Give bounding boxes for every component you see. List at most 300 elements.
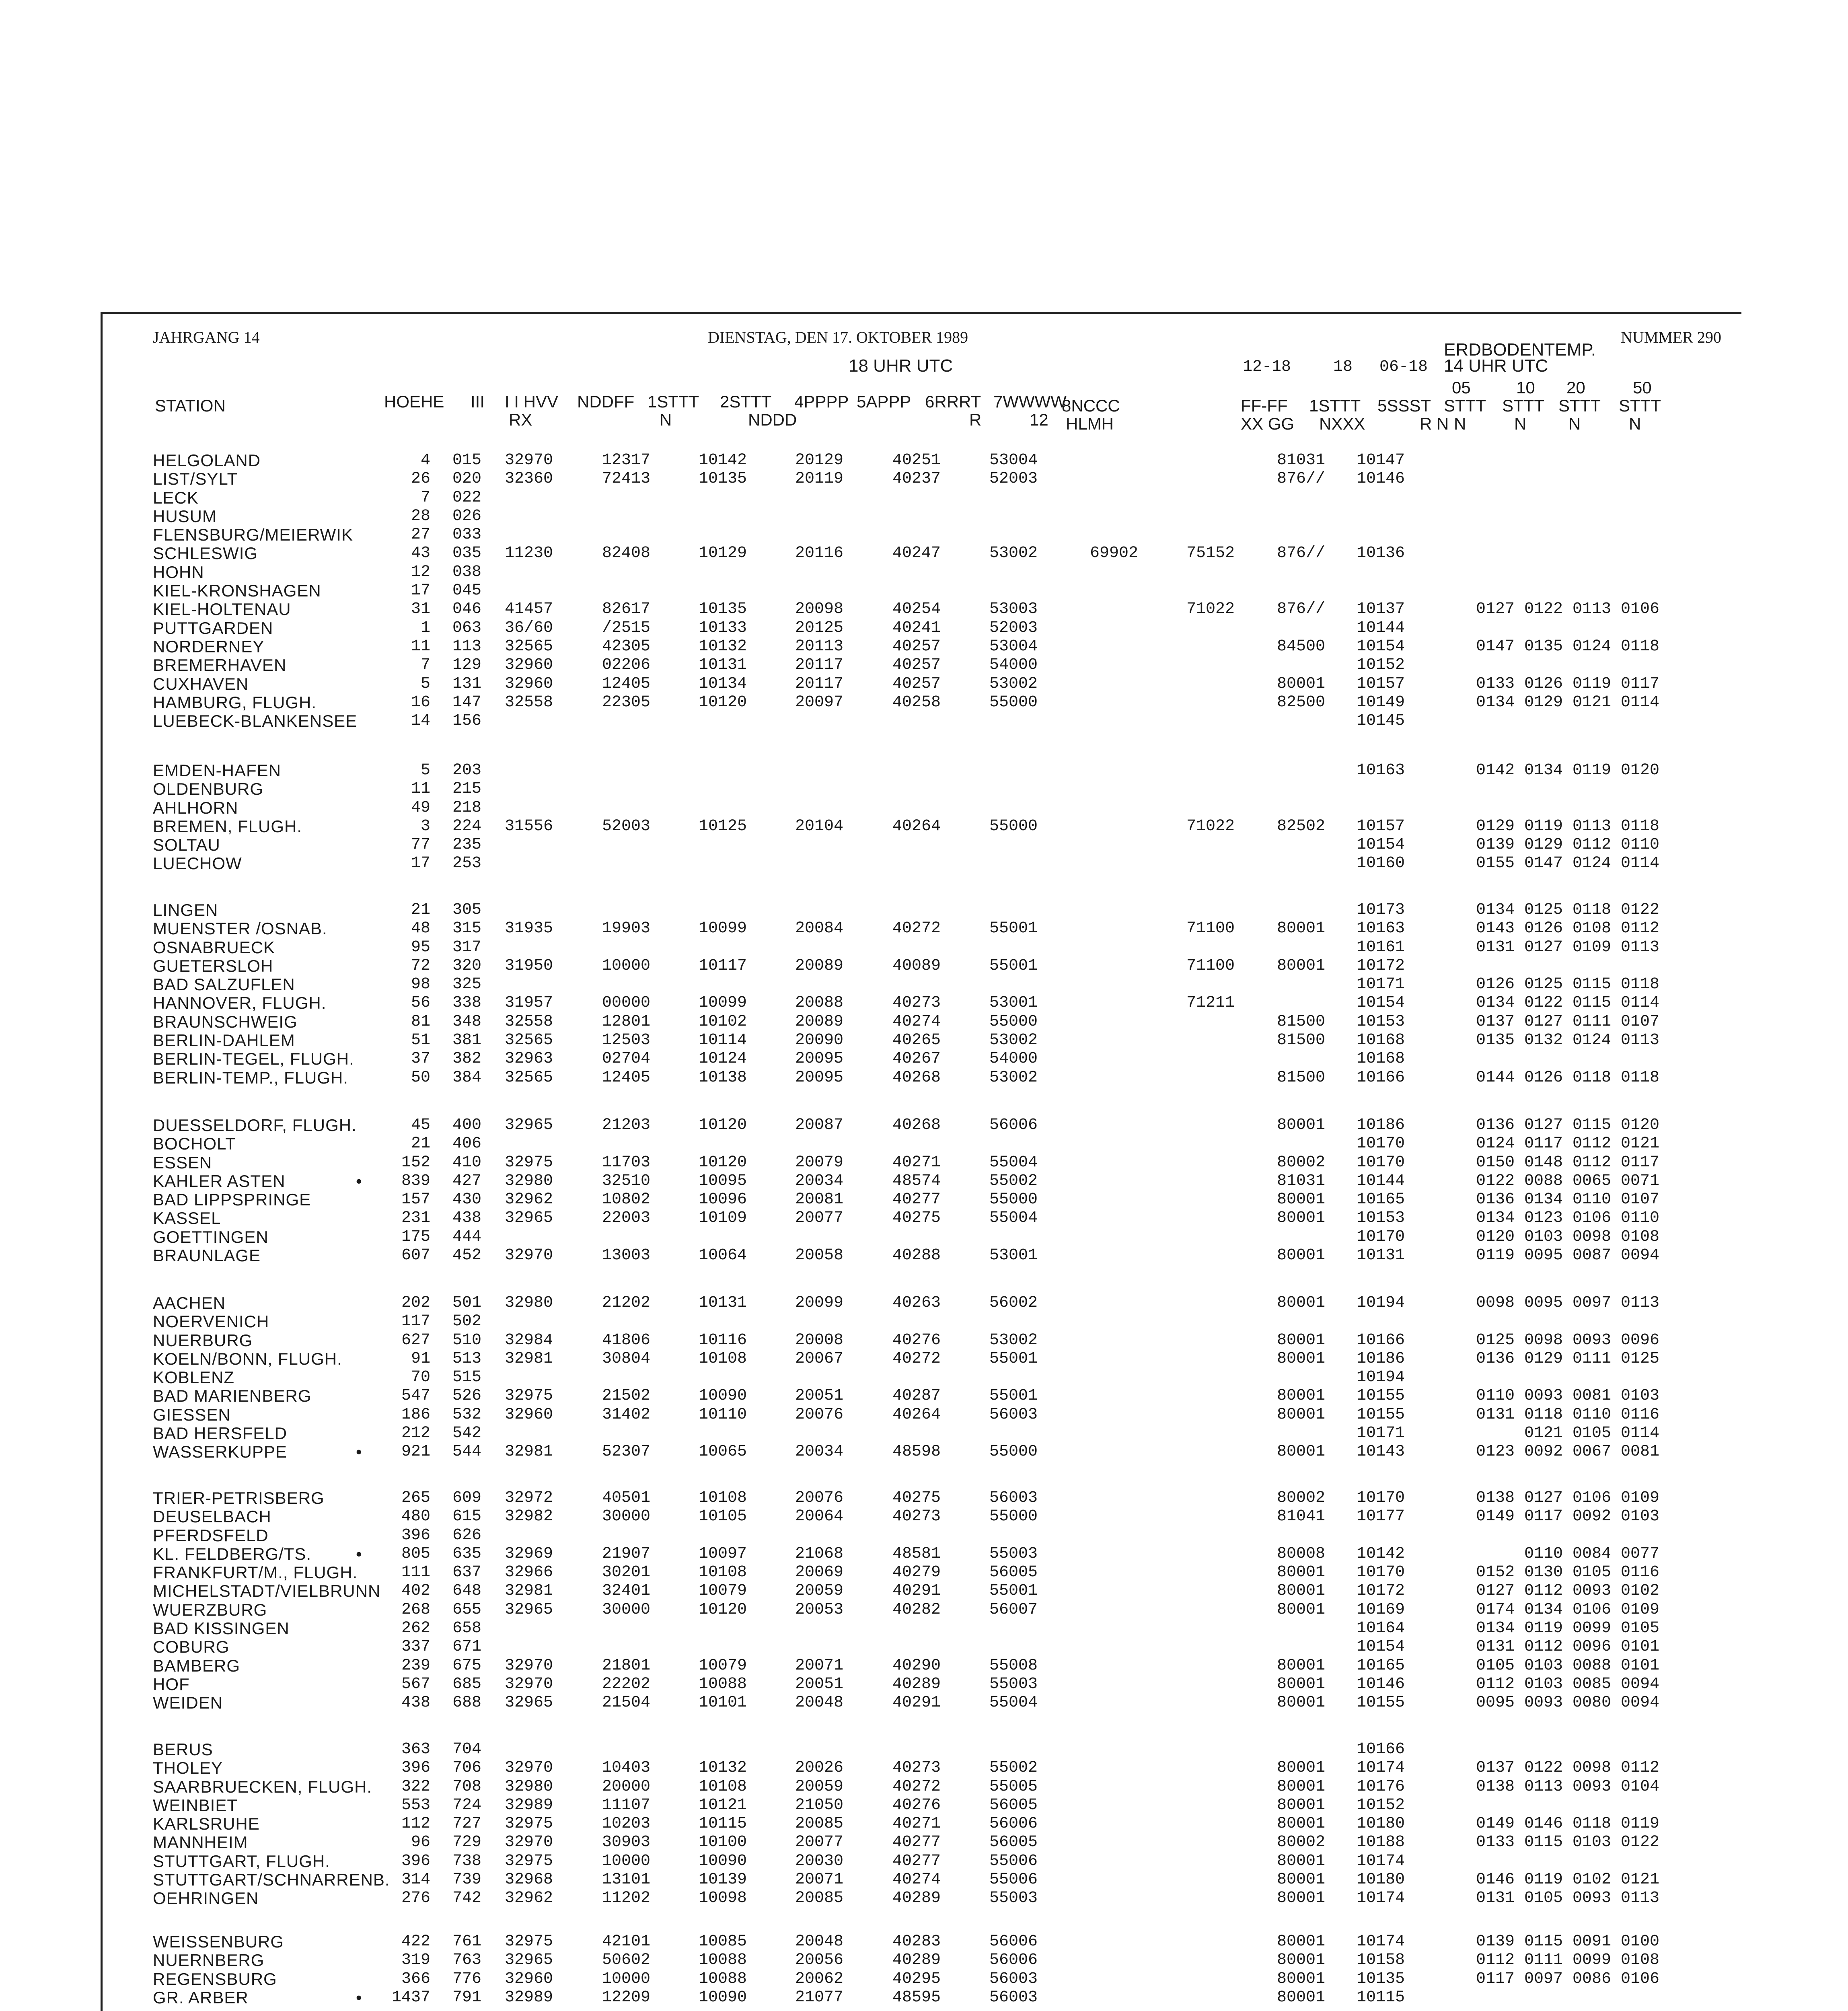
iihvv-value: 32965 bbox=[505, 1694, 553, 1712]
hoehe-value: 186 bbox=[401, 1405, 430, 1424]
hoehe-value: 17 bbox=[411, 854, 430, 873]
hoehe-value: 3 bbox=[420, 817, 430, 835]
iihvv-value: 31556 bbox=[505, 817, 553, 835]
soil-temp-05-value: 0112 bbox=[1476, 1675, 1515, 1693]
station-name: FLENSBURG/MEIERWIK bbox=[153, 525, 353, 545]
soil-temp-20-value: 0081 bbox=[1573, 1387, 1612, 1405]
station-name: FRANKFURT/M., FLUGH. bbox=[153, 1563, 358, 1582]
soil-temp-10-value: 0121 bbox=[1524, 1424, 1563, 1443]
pppp-value: 40271 bbox=[892, 1815, 941, 1833]
station-name: GR. ARBER bbox=[153, 1988, 249, 2007]
pppp-value: 40263 bbox=[892, 1294, 941, 1312]
hoehe-value: 152 bbox=[401, 1153, 430, 1172]
col-depth-20: 20 bbox=[1566, 378, 1585, 397]
appp-value: 55002 bbox=[989, 1759, 1038, 1777]
sttt2-value: 20076 bbox=[795, 1405, 844, 1424]
pppp-value: 40272 bbox=[892, 1349, 941, 1368]
nccc-value: 80001 bbox=[1277, 1331, 1326, 1349]
soil-temp-50-value: 0108 bbox=[1621, 1951, 1660, 1970]
col-sttt-10: STTT bbox=[1502, 396, 1544, 415]
sttt1-value: 10132 bbox=[699, 1759, 747, 1777]
soil-temp-05-value: 0134 bbox=[1476, 994, 1515, 1012]
nccc-value: 81031 bbox=[1277, 1172, 1326, 1190]
iihvv-value: 32970 bbox=[505, 1675, 553, 1693]
hoehe-value: 27 bbox=[411, 526, 430, 544]
nccc-value: 80001 bbox=[1277, 1889, 1326, 1908]
nddff-value: 10802 bbox=[602, 1191, 651, 1209]
nddff-value: 12503 bbox=[602, 1031, 651, 1050]
sttt-max-value: 10166 bbox=[1357, 1740, 1405, 1758]
soil-temp-10-value: 0093 bbox=[1524, 1694, 1563, 1712]
iihvv-value: 32968 bbox=[505, 1871, 553, 1889]
sttt-max-value: 10144 bbox=[1357, 1172, 1405, 1190]
nccc-value: 81041 bbox=[1277, 1507, 1326, 1526]
soil-temp-20-value: 0085 bbox=[1573, 1675, 1612, 1693]
col-1sttt-max: 1STTT bbox=[1309, 396, 1361, 415]
station-id: 026 bbox=[452, 507, 482, 525]
station-name: OLDENBURG bbox=[153, 779, 264, 799]
iihvv-value: 32975 bbox=[505, 1153, 553, 1172]
soil-temp-05-value: 0136 bbox=[1476, 1116, 1515, 1134]
hoehe-value: 276 bbox=[401, 1889, 430, 1908]
soil-temp-20-value: 0065 bbox=[1573, 1172, 1612, 1190]
soil-temp-20-value: 0099 bbox=[1573, 1619, 1612, 1638]
soil-temp-10-value: 0117 bbox=[1524, 1507, 1563, 1526]
station-id: 685 bbox=[452, 1675, 482, 1693]
col-iihvv: I I HVV bbox=[505, 392, 559, 411]
soil-temp-20-value: 0093 bbox=[1573, 1889, 1612, 1908]
soil-temp-20-value: 0067 bbox=[1573, 1443, 1612, 1461]
iihvv-value: 32989 bbox=[505, 1796, 553, 1814]
station-name: WUERZBURG bbox=[153, 1600, 267, 1619]
sttt1-value: 10133 bbox=[699, 619, 747, 637]
station-id: 729 bbox=[452, 1833, 482, 1852]
soil-temp-20-value: 0103 bbox=[1573, 1833, 1612, 1852]
soil-temp-10-value: 0129 bbox=[1524, 693, 1563, 711]
soil-temp-20-value: 0097 bbox=[1573, 1294, 1612, 1312]
station-id: 776 bbox=[452, 1970, 482, 1988]
station-id: 410 bbox=[452, 1153, 482, 1172]
soil-temp-10-value: 0134 bbox=[1524, 1600, 1563, 1619]
station-id: 400 bbox=[452, 1116, 482, 1134]
soil-temp-10-value: 0112 bbox=[1524, 1638, 1563, 1656]
soil-temp-20-value: 0093 bbox=[1573, 1331, 1612, 1349]
hoehe-value: 91 bbox=[411, 1349, 430, 1368]
hoehe-value: 480 bbox=[401, 1507, 430, 1526]
sttt2-value: 20099 bbox=[795, 1294, 844, 1312]
pppp-value: 40264 bbox=[892, 1405, 941, 1424]
sttt-max-value: 10177 bbox=[1357, 1507, 1405, 1526]
sttt1-value: 10120 bbox=[699, 1153, 747, 1172]
nccc-value: 80001 bbox=[1277, 1294, 1326, 1312]
pppp-value: 48598 bbox=[892, 1443, 941, 1461]
soil-temp-10-value: 0130 bbox=[1524, 1563, 1563, 1582]
sttt1-value: 10125 bbox=[699, 817, 747, 835]
soil-temp-50-value: 0118 bbox=[1621, 975, 1660, 994]
nccc-value: 80001 bbox=[1277, 674, 1326, 693]
sttt2-value: 20026 bbox=[795, 1759, 844, 1777]
pppp-value: 40289 bbox=[892, 1889, 941, 1908]
pppp-value: 48574 bbox=[892, 1172, 941, 1190]
hoehe-value: 319 bbox=[401, 1951, 430, 1970]
soil-temp-50-value: 0114 bbox=[1621, 693, 1660, 711]
iihvv-value: 32969 bbox=[505, 1544, 553, 1563]
soil-temp-10-value: 0097 bbox=[1524, 1970, 1563, 1988]
soil-temp-20-value: 0092 bbox=[1573, 1507, 1612, 1526]
pppp-value: 40268 bbox=[892, 1068, 941, 1087]
pppp-value: 40274 bbox=[892, 1871, 941, 1889]
station-name: HOF bbox=[153, 1674, 190, 1694]
station-name: LUECHOW bbox=[153, 854, 242, 873]
iihvv-value: 11230 bbox=[505, 544, 553, 563]
soil-temp-20-value: 0119 bbox=[1573, 674, 1612, 693]
pppp-value: 40274 bbox=[892, 1012, 941, 1031]
station-name: WEISSENBURG bbox=[153, 1932, 284, 1951]
sttt1-value: 10131 bbox=[699, 1294, 747, 1312]
station-name: HOHN bbox=[153, 562, 204, 582]
col-station: STATION bbox=[155, 396, 226, 415]
iihvv-value: 32970 bbox=[505, 1759, 553, 1777]
soil-temp-05-value: 0123 bbox=[1476, 1443, 1515, 1461]
station-name: HANNOVER, FLUGH. bbox=[153, 993, 327, 1013]
nccc-value: 876// bbox=[1277, 470, 1326, 488]
station-name: GOETTINGEN bbox=[153, 1227, 269, 1246]
hoehe-value: 112 bbox=[401, 1815, 430, 1833]
sttt1-value: 10090 bbox=[699, 1387, 747, 1405]
nccc-value: 82500 bbox=[1277, 693, 1326, 711]
station-name: BREMERHAVEN bbox=[153, 656, 287, 675]
soil-temp-20-value: 0111 bbox=[1573, 1349, 1612, 1368]
col-2sttt-sub: NDDD bbox=[748, 410, 797, 429]
sttt1-value: 10109 bbox=[699, 1209, 747, 1228]
soil-temp-10-value: 0088 bbox=[1524, 1172, 1563, 1190]
nddff-value: 32401 bbox=[602, 1582, 651, 1600]
col-1sttt-max-sub: NXXX bbox=[1319, 414, 1365, 433]
station-id: 438 bbox=[452, 1209, 482, 1228]
nccc-value: 81500 bbox=[1277, 1031, 1326, 1050]
soil-temp-10-value: 0092 bbox=[1524, 1443, 1563, 1461]
station-name: LINGEN bbox=[153, 901, 218, 919]
soil-temp-10-value: 0127 bbox=[1524, 1116, 1563, 1134]
soil-temp-20-value: 0105 bbox=[1573, 1563, 1612, 1582]
pppp-value: 40287 bbox=[892, 1387, 941, 1405]
iihvv-value: 32970 bbox=[505, 1656, 553, 1675]
soil-temp-50-value: 0109 bbox=[1621, 1489, 1660, 1507]
appp-value: 54000 bbox=[989, 656, 1038, 674]
pppp-value: 40089 bbox=[892, 956, 941, 975]
nccc-value: 80001 bbox=[1277, 1116, 1326, 1134]
sttt-max-value: 10172 bbox=[1357, 956, 1405, 975]
station-id: 224 bbox=[452, 817, 482, 835]
pppp-value: 40279 bbox=[892, 1563, 941, 1582]
appp-value: 56003 bbox=[989, 1970, 1038, 1988]
nddff-value: 13101 bbox=[602, 1871, 651, 1889]
soil-temp-05-value: 0150 bbox=[1476, 1153, 1515, 1172]
soil-temp-10-value: 0134 bbox=[1524, 1191, 1563, 1209]
nccc-value: 80001 bbox=[1277, 1582, 1326, 1600]
station-id: 131 bbox=[452, 674, 482, 693]
soil-temp-50-value: 0121 bbox=[1621, 1135, 1660, 1153]
station-name: NOERVENICH bbox=[153, 1312, 269, 1331]
station-id: 671 bbox=[452, 1638, 482, 1656]
appp-value: 56003 bbox=[989, 1489, 1038, 1507]
appp-value: 55002 bbox=[989, 1172, 1038, 1190]
station-id: 763 bbox=[452, 1951, 482, 1970]
sttt-max-value: 10115 bbox=[1357, 1988, 1405, 2007]
iihvv-value: 32565 bbox=[505, 1068, 553, 1087]
pppp-value: 40273 bbox=[892, 1507, 941, 1526]
station-id: 015 bbox=[452, 451, 482, 469]
nddff-value: 21907 bbox=[602, 1544, 651, 1563]
sttt1-value: 10108 bbox=[699, 1777, 747, 1796]
hoehe-value: 98 bbox=[411, 975, 430, 994]
appp-value: 56006 bbox=[989, 1951, 1038, 1970]
nccc-value: 80001 bbox=[1277, 1246, 1326, 1265]
sttt2-value: 20053 bbox=[795, 1600, 844, 1619]
nccc-value: 81500 bbox=[1277, 1012, 1326, 1031]
station-name: WEIDEN bbox=[153, 1693, 223, 1713]
sttt2-value: 20076 bbox=[795, 1489, 844, 1507]
nddff-value: 11107 bbox=[602, 1796, 651, 1814]
station-name: BAD HERSFELD bbox=[153, 1424, 288, 1443]
appp-value: 55000 bbox=[989, 1507, 1038, 1526]
iihvv-value: 32565 bbox=[505, 637, 553, 656]
sttt1-value: 10108 bbox=[699, 1349, 747, 1368]
col-depth-10: 10 bbox=[1516, 378, 1535, 397]
soil-temp-10-value: 0127 bbox=[1524, 1012, 1563, 1031]
pppp-value: 40241 bbox=[892, 619, 941, 637]
soil-temp-20-value: 0110 bbox=[1573, 1405, 1612, 1424]
soil-temp-05-value: 0095 bbox=[1476, 1694, 1515, 1712]
pppp-value: 48581 bbox=[892, 1544, 941, 1563]
nccc-value: 80001 bbox=[1277, 1951, 1326, 1970]
col-5appp: 5APPP bbox=[857, 392, 911, 411]
appp-value: 55001 bbox=[989, 956, 1038, 975]
pppp-value: 40273 bbox=[892, 1759, 941, 1777]
station-id: 648 bbox=[452, 1582, 482, 1600]
iihvv-value: 32965 bbox=[505, 1951, 553, 1970]
sttt1-value: 10079 bbox=[699, 1582, 747, 1600]
nddff-value: 21202 bbox=[602, 1294, 651, 1312]
soil-temp-50-value: 0113 bbox=[1621, 1889, 1660, 1908]
nccc-value: 80002 bbox=[1277, 1833, 1326, 1852]
soil-temp-50-value: 0122 bbox=[1621, 1833, 1660, 1852]
station-name: KARLSRUHE bbox=[153, 1814, 260, 1834]
hoehe-value: 81 bbox=[411, 1012, 430, 1031]
nccc-value: 80001 bbox=[1277, 1871, 1326, 1889]
nccc-value: 80001 bbox=[1277, 1656, 1326, 1675]
station-id: 739 bbox=[452, 1871, 482, 1889]
soil-temp-50-value: 0114 bbox=[1621, 854, 1660, 873]
sttt1-value: 10100 bbox=[699, 1833, 747, 1852]
station-id: 430 bbox=[452, 1191, 482, 1209]
sttt-max-value: 10145 bbox=[1357, 712, 1405, 730]
soil-temp-50-value: 0118 bbox=[1621, 817, 1660, 835]
hoehe-value: 49 bbox=[411, 798, 430, 817]
soil-temp-20-value: 0105 bbox=[1573, 1424, 1612, 1443]
nddff-value: 21203 bbox=[602, 1116, 651, 1134]
pppp-value: 40289 bbox=[892, 1675, 941, 1693]
sttt-max-value: 10154 bbox=[1357, 1638, 1405, 1656]
sttt2-value: 20034 bbox=[795, 1443, 844, 1461]
hoehe-value: 212 bbox=[401, 1424, 430, 1443]
sttt1-value: 10120 bbox=[699, 693, 747, 711]
appp-value: 53001 bbox=[989, 994, 1038, 1012]
soil-temp-05-value: 0149 bbox=[1476, 1815, 1515, 1833]
soil-temp-50-value: 0071 bbox=[1621, 1172, 1660, 1190]
station-id: 502 bbox=[452, 1312, 482, 1331]
soil-temp-50-value: 0113 bbox=[1621, 938, 1660, 956]
station-id: 615 bbox=[452, 1507, 482, 1526]
station-id: 427 bbox=[452, 1172, 482, 1190]
sttt1-value: 10138 bbox=[699, 1068, 747, 1087]
appp-value: 55005 bbox=[989, 1777, 1038, 1796]
appp-value: 53003 bbox=[989, 600, 1038, 619]
soil-temp-05-value: 0131 bbox=[1476, 1889, 1515, 1908]
nddff-value: 50602 bbox=[602, 1951, 651, 1970]
col-5ssst: 5SSST bbox=[1377, 396, 1431, 415]
iihvv-value: 32975 bbox=[505, 1815, 553, 1833]
pppp-value: 40275 bbox=[892, 1209, 941, 1228]
range-12-18: 12-18 bbox=[1243, 358, 1291, 376]
soil-temp-20-value: 0121 bbox=[1573, 693, 1612, 711]
appp-value: 56006 bbox=[989, 1116, 1038, 1134]
hoehe-value: 202 bbox=[401, 1294, 430, 1312]
nccc-value: 82502 bbox=[1277, 817, 1326, 835]
col-7wwww: 7WWWW bbox=[993, 392, 1067, 411]
hoehe-value: 28 bbox=[411, 507, 430, 525]
col-rx: RX bbox=[509, 410, 532, 429]
wwww-value: 71022 bbox=[1186, 817, 1235, 835]
soil-temp-50-value: 0077 bbox=[1621, 1544, 1660, 1563]
appp-value: 52003 bbox=[989, 470, 1038, 488]
sttt-max-value: 10131 bbox=[1357, 1246, 1405, 1265]
nddff-value: 30000 bbox=[602, 1507, 651, 1526]
station-id: 526 bbox=[452, 1387, 482, 1405]
pppp-value: 40254 bbox=[892, 600, 941, 619]
sttt-max-value: 10158 bbox=[1357, 1951, 1405, 1970]
nddff-value: 40501 bbox=[602, 1489, 651, 1507]
soil-temp-20-value: 0113 bbox=[1573, 600, 1612, 619]
station-name: BAD MARIENBERG bbox=[153, 1386, 312, 1406]
sttt-max-value: 10137 bbox=[1357, 600, 1405, 619]
col-4pppp: 4PPPP bbox=[794, 392, 849, 411]
hoehe-value: 26 bbox=[411, 470, 430, 488]
appp-value: 56003 bbox=[989, 1405, 1038, 1424]
col-sttt-20: STTT bbox=[1558, 396, 1601, 415]
sttt2-value: 20125 bbox=[795, 619, 844, 637]
appp-value: 56007 bbox=[989, 1600, 1038, 1619]
station-id: 655 bbox=[452, 1600, 482, 1619]
soil-temp-10-value: 0111 bbox=[1524, 1951, 1563, 1970]
nddff-value: 82408 bbox=[602, 544, 651, 563]
pppp-value: 40265 bbox=[892, 1031, 941, 1050]
soil-temp-10-value: 0105 bbox=[1524, 1889, 1563, 1908]
station-id: 035 bbox=[452, 544, 482, 563]
nddff-value: 12317 bbox=[602, 451, 651, 469]
station-name: WASSERKUPPE bbox=[153, 1442, 287, 1462]
nccc-value: 80001 bbox=[1277, 1675, 1326, 1693]
nddff-value: 02206 bbox=[602, 656, 651, 674]
soil-temp-05-value: 0135 bbox=[1476, 1031, 1515, 1050]
soil-temp-10-value: 0119 bbox=[1524, 1619, 1563, 1638]
hoehe-value: 1 bbox=[420, 619, 430, 637]
iihvv-value: 32980 bbox=[505, 1172, 553, 1190]
pppp-value: 40272 bbox=[892, 1777, 941, 1796]
pppp-value: 40283 bbox=[892, 1933, 941, 1951]
nccc-value: 80001 bbox=[1277, 1563, 1326, 1582]
wwww-value: 71100 bbox=[1186, 956, 1235, 975]
station-id: 215 bbox=[452, 780, 482, 798]
sttt1-value: 10098 bbox=[699, 1889, 747, 1908]
station-id: 501 bbox=[452, 1294, 482, 1312]
iihvv-value: 32981 bbox=[505, 1443, 553, 1461]
sttt1-value: 10090 bbox=[699, 1988, 747, 2007]
station-name: NUERNBERG bbox=[153, 1951, 265, 1970]
station-id: 020 bbox=[452, 470, 482, 488]
station-id: 218 bbox=[452, 798, 482, 817]
soil-temp-20-value: 0086 bbox=[1573, 1970, 1612, 1988]
sttt-max-value: 10157 bbox=[1357, 674, 1405, 693]
station-id: 147 bbox=[452, 693, 482, 711]
soil-temp-50-value: 0101 bbox=[1621, 1656, 1660, 1675]
nddff-value: 20000 bbox=[602, 1777, 651, 1796]
soil-temp-10-value: 0113 bbox=[1524, 1777, 1563, 1796]
sttt2-value: 20090 bbox=[795, 1031, 844, 1050]
sttt1-value: 10139 bbox=[699, 1871, 747, 1889]
soil-temp-20-value: 0088 bbox=[1573, 1656, 1612, 1675]
nddff-value: 11703 bbox=[602, 1153, 651, 1172]
col-6rrrt-sub: R bbox=[969, 410, 982, 429]
pppp-value: 40272 bbox=[892, 919, 941, 938]
station-id: 253 bbox=[452, 854, 482, 873]
sttt1-value: 10124 bbox=[699, 1050, 747, 1068]
sttt-max-value: 10154 bbox=[1357, 836, 1405, 854]
sttt-max-value: 10170 bbox=[1357, 1489, 1405, 1507]
soil-temp-10-value: 0098 bbox=[1524, 1331, 1563, 1349]
sttt-max-value: 10144 bbox=[1357, 619, 1405, 637]
hoehe-value: 396 bbox=[401, 1852, 430, 1870]
col-n-05: N bbox=[1454, 414, 1466, 433]
hoehe-value: 402 bbox=[401, 1582, 430, 1600]
station-name: KASSEL bbox=[153, 1209, 221, 1228]
hoehe-value: 11 bbox=[411, 637, 430, 656]
hoehe-value: 48 bbox=[411, 919, 430, 938]
sttt-max-value: 10168 bbox=[1357, 1050, 1405, 1068]
appp-value: 55001 bbox=[989, 1582, 1038, 1600]
appp-value: 56006 bbox=[989, 1815, 1038, 1833]
pppp-value: 40276 bbox=[892, 1331, 941, 1349]
sttt-max-value: 10170 bbox=[1357, 1563, 1405, 1582]
sttt-max-value: 10186 bbox=[1357, 1349, 1405, 1368]
appp-value: 53002 bbox=[989, 1068, 1038, 1087]
iihvv-value: 32960 bbox=[505, 1405, 553, 1424]
hoehe-value: 607 bbox=[401, 1246, 430, 1265]
iihvv-value: 32970 bbox=[505, 1833, 553, 1852]
soil-temp-10-value: 0134 bbox=[1524, 761, 1563, 779]
station-name: DEUSELBACH bbox=[153, 1507, 271, 1526]
sttt-max-value: 10170 bbox=[1357, 1153, 1405, 1172]
sttt1-value: 10105 bbox=[699, 1507, 747, 1526]
station-name: ESSEN bbox=[153, 1153, 212, 1172]
sttt2-value: 20129 bbox=[795, 451, 844, 469]
sttt-max-value: 10135 bbox=[1357, 1970, 1405, 1988]
station-name: COBURG bbox=[153, 1637, 230, 1657]
nccc-value: 80001 bbox=[1277, 1988, 1326, 2007]
station-id: 038 bbox=[452, 563, 482, 581]
soil-temp-50-value: 0121 bbox=[1621, 1871, 1660, 1889]
soil-temp-20-value: 0106 bbox=[1573, 1489, 1612, 1507]
